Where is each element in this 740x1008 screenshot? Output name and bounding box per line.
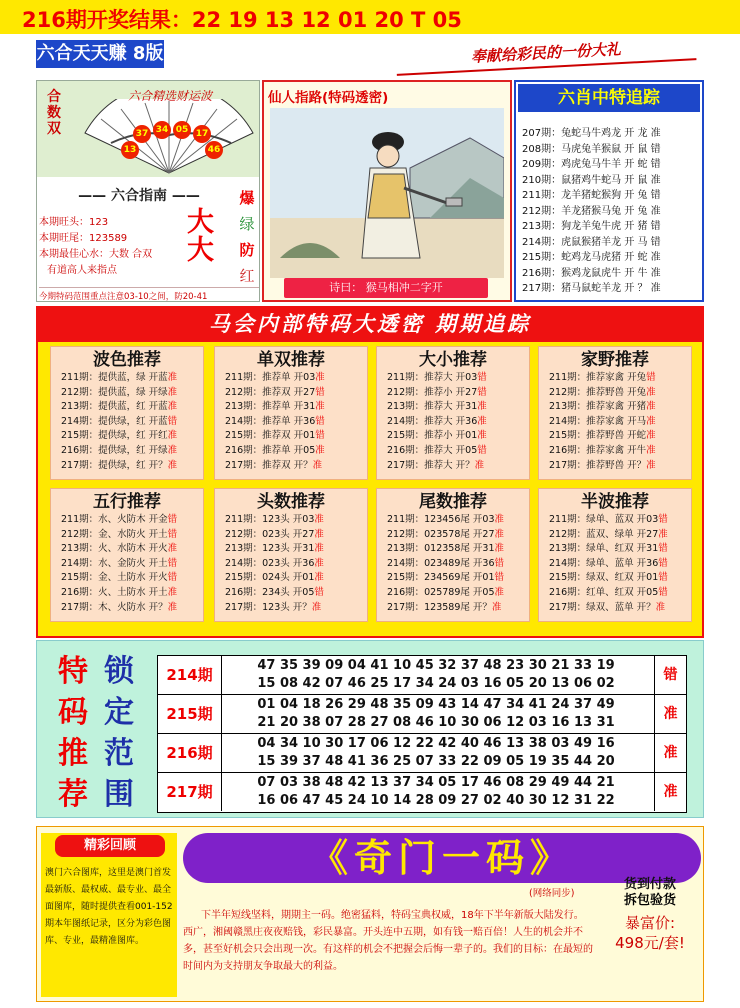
- lock-left-words: [53, 651, 93, 815]
- card-row-text: 213期：推荐大 开31: [387, 401, 478, 413]
- tip-best: 本期最佳心水：大数 合双: [39, 249, 153, 260]
- list-item: 213期：狗龙羊兔牛虎 开 猪 错: [522, 221, 661, 232]
- card-row-text: 217期：木、火防水 开？: [61, 601, 168, 613]
- card-row-text: 213期：提供蓝，红 开蓝: [61, 401, 168, 413]
- period-cell: 215期: [158, 695, 222, 733]
- lucky-ball: 34: [153, 121, 171, 139]
- card-row-verdict: 准: [315, 372, 325, 383]
- lock-word: 范: [104, 736, 134, 771]
- recommend-card: [538, 346, 692, 480]
- card-title: 五行推荐: [93, 492, 161, 512]
- card-row-text: 217期：绿双、蓝单 开？: [549, 601, 656, 613]
- card-row: [215, 371, 367, 386]
- card-row-text: 211期：推荐家禽 开兔: [549, 372, 647, 383]
- card-row-text: 216期：推荐单 开05: [225, 444, 316, 456]
- card-row-verdict: 准: [314, 528, 324, 540]
- card-row: [539, 528, 691, 543]
- card-row-verdict: 错: [477, 444, 487, 456]
- card-row-verdict: 准: [167, 543, 178, 555]
- fan-icon: [81, 99, 257, 175]
- card-row-verdict: 错: [315, 415, 325, 427]
- table-row: [158, 695, 686, 734]
- top-panels: [36, 74, 704, 302]
- card-row-verdict: 错: [167, 415, 178, 427]
- card-row: [51, 429, 203, 444]
- big-hint: [187, 209, 215, 265]
- card-row-verdict: 错: [315, 430, 325, 442]
- numbers-cell: [224, 696, 648, 732]
- card-title: 半波推荐: [581, 492, 649, 512]
- card-row-verdict: 准: [167, 372, 178, 383]
- immortal-title: 仙人指路(特码透密): [268, 90, 389, 106]
- card-row-text: 217期：推荐双 开？: [225, 459, 313, 471]
- card-row-verdict: 准: [314, 557, 324, 569]
- secret-banner: 马会内部特码大透密 期期追踪: [36, 306, 704, 342]
- card-row-verdict: 准: [646, 386, 656, 398]
- card-row-verdict: 错: [658, 586, 668, 598]
- numbers-line: 16 06 47 45 24 10 14 28 09 27 02 40 30 12 31 22: [257, 793, 615, 808]
- card-row-text: 216期：推荐家禽 开牛: [549, 444, 647, 456]
- card-row-text: 213期：绿单、红双 开31: [549, 543, 659, 555]
- recommend-card: [214, 488, 368, 622]
- card-row: [51, 444, 203, 459]
- card-row: [51, 601, 203, 616]
- card-row: [51, 386, 203, 401]
- card-row: [377, 586, 529, 601]
- promo-text: 下半年短线坚料，期期主一码。绝密猛料，特码宝典权威，18年下半年新版大陆发行。西广，湘阈赣黑庄夜夜赔钱，彩民暴富。开头连中五期，如有钱一赔百倍！人生的机会并不多，甚至好机会只会出现一次。有这样的机会不把握会后悔一辈子的。我们的目标：在最短的时间内为支持朋友争取最大的利益。: [183, 910, 593, 972]
- review-title: 精彩回顾: [55, 835, 165, 857]
- lock-right-words: [99, 651, 139, 815]
- card-row-verdict: 准: [658, 528, 668, 540]
- card-row: [377, 459, 529, 474]
- card-row: [377, 513, 529, 528]
- card-row: [215, 415, 367, 430]
- card-row-text: 213期：火、水防木 开火: [61, 543, 168, 555]
- poem-caption: 诗曰： 猴马相冲二字开: [284, 278, 488, 298]
- card-row-verdict: 准: [477, 415, 487, 427]
- card-row: [539, 429, 691, 444]
- review-box: [41, 833, 177, 997]
- list-item: 210期：鼠猪鸡牛蛇马 开 鼠 准: [522, 174, 661, 186]
- card-row-verdict: 错: [494, 557, 505, 569]
- fan-title: 六合精选财运波: [127, 89, 212, 103]
- card-row-verdict: 准: [477, 401, 487, 413]
- card-row-text: 211期：123头 开03: [225, 514, 315, 525]
- card-row: [539, 542, 691, 557]
- card-row-verdict: 准: [312, 459, 323, 471]
- subheader: [36, 40, 704, 68]
- range-note: 今期特码范围重点注意03-10之间，防20-41: [39, 287, 259, 302]
- card-row-verdict: 错: [477, 386, 487, 398]
- card-row-text: 216期：火、土防水 开土: [61, 586, 168, 598]
- tip-head: 本期旺头：123: [39, 217, 109, 228]
- card-title: 大小推荐: [419, 350, 487, 370]
- card-row-verdict: 准: [494, 514, 505, 525]
- guide-title-text: 六合指南: [111, 188, 167, 204]
- card-row: [377, 400, 529, 415]
- card-row-text: 214期：推荐大 开36: [387, 415, 478, 427]
- side-word: 绿: [239, 215, 255, 233]
- card-row-verdict: 准: [167, 586, 178, 598]
- period-cell: 217期: [158, 773, 222, 811]
- cod-line: 拆包验货: [623, 893, 676, 908]
- card-row-verdict: 错: [314, 586, 324, 598]
- card-row-text: 216期：推荐大 开05: [387, 444, 478, 456]
- card-row: [215, 557, 367, 572]
- card-row-verdict: 准: [491, 601, 502, 613]
- immortal-illustration: [270, 108, 504, 278]
- list-item: 209期：鸡虎兔马牛羊 开 蛇 错: [522, 159, 661, 170]
- card-row-text: 212期：推荐双 开27: [225, 386, 316, 398]
- card-row-verdict: 准: [315, 444, 325, 456]
- card-row-text: 213期：123头 开31: [225, 543, 315, 555]
- numbers-line: 47 35 39 09 04 41 10 45 32 37 48 23 30 21 33 19: [257, 658, 615, 673]
- card-row-verdict: 准: [646, 444, 656, 456]
- card-row-text: 212期：蓝双、绿单 开27: [549, 528, 659, 540]
- card-row-verdict: 错: [315, 386, 325, 398]
- special-lock-section: [36, 640, 704, 818]
- lock-word: 定: [104, 695, 134, 730]
- lucky-ball: 37: [133, 125, 151, 143]
- card-row: [215, 601, 367, 616]
- list-item: 215期：蛇鸡龙马虎猪 开 蛇 准: [522, 252, 661, 263]
- card-row-verdict: 准: [167, 401, 178, 413]
- card-row: [377, 601, 529, 616]
- card-row: [51, 557, 203, 572]
- recommend-card: [50, 346, 204, 480]
- card-row-text: 212期：023578尾 开27: [387, 528, 495, 540]
- card-row: [539, 386, 691, 401]
- recommend-grid: [36, 342, 704, 638]
- result-cell: 准: [654, 695, 686, 733]
- recommend-card: [376, 346, 530, 480]
- lock-word: 锁: [104, 654, 134, 689]
- card-row-text: 217期：123头 开？: [225, 601, 312, 613]
- table-row: [158, 656, 686, 695]
- result-cell: 准: [654, 734, 686, 772]
- card-row: [377, 528, 529, 543]
- card-row-text: 215期：024头 开01: [225, 572, 315, 584]
- list-item: 208期：马虎兔羊猴鼠 开 鼠 错: [522, 143, 661, 155]
- card-row: [215, 586, 367, 601]
- card-row-text: 211期：绿单、蓝双 开03: [549, 514, 659, 525]
- card-row-text: 217期：提供绿，红 开？: [61, 459, 168, 471]
- card-row: [51, 459, 203, 474]
- card-row-verdict: 错: [646, 372, 656, 383]
- network-sync-label: (网络同步): [529, 888, 575, 899]
- card-row-verdict: 错: [167, 572, 178, 584]
- period-cell: 216期: [158, 734, 222, 772]
- period-cell: 214期: [158, 656, 222, 694]
- recommend-card: [376, 488, 530, 622]
- card-row-verdict: 错: [658, 514, 668, 525]
- card-row-text: 217期：123589尾 开？: [387, 601, 492, 613]
- card-row: [51, 371, 203, 386]
- numbers-line: 01 04 18 26 29 48 35 09 43 14 47 34 41 24 37 49: [257, 697, 615, 712]
- card-row-verdict: 准: [167, 386, 178, 398]
- recommend-card: [538, 488, 692, 622]
- card-row-text: 212期：023头 开27: [225, 528, 315, 540]
- card-row-verdict: 准: [167, 459, 178, 471]
- card-row-text: 215期：推荐小 开01: [387, 430, 478, 442]
- card-row: [377, 429, 529, 444]
- card-row-text: 214期：水、金防火 开土: [61, 557, 168, 569]
- card-row-verdict: 准: [167, 601, 178, 613]
- zodiac-track-list: [522, 126, 700, 297]
- side-word: 红: [239, 267, 255, 285]
- card-row: [215, 400, 367, 415]
- list-item: 207期：兔蛇马牛鸡龙 开 龙 准: [522, 128, 661, 139]
- card-row-verdict: 准: [494, 543, 505, 555]
- lock-word: 推: [58, 736, 88, 771]
- card-row-text: 212期：推荐小 开27: [387, 386, 478, 398]
- list-item: 212期：羊龙猪猴马兔 开 兔 准: [522, 205, 661, 217]
- draw-result-banner: 216期开奖结果：22 19 13 12 01 20 T 05: [0, 0, 740, 34]
- table-row: [158, 734, 686, 773]
- card-row: [215, 571, 367, 586]
- card-row: [215, 459, 367, 474]
- card-row: [215, 386, 367, 401]
- card-row-text: 215期：推荐双 开01: [225, 430, 316, 442]
- lock-word: 围: [104, 777, 134, 812]
- card-row-verdict: 准: [474, 459, 485, 471]
- card-row-text: 211期：123456尾 开03: [387, 514, 495, 525]
- card-title: 头数推荐: [257, 492, 325, 512]
- numbers-line: 21 20 38 07 28 27 08 46 10 30 06 12 03 16 13 31: [257, 715, 615, 730]
- qimen-title: 《奇门一码》: [183, 833, 701, 883]
- card-row-text: 214期：推荐家禽 开马: [549, 415, 647, 427]
- lucky-ball: 17: [193, 125, 211, 143]
- card-row: [539, 586, 691, 601]
- card-title: 尾数推荐: [419, 492, 487, 512]
- card-row: [377, 444, 529, 459]
- card-row: [539, 444, 691, 459]
- card-row: [539, 459, 691, 474]
- card-row-text: 211期：水、火防木 开金: [61, 514, 168, 525]
- card-title: 家野推荐: [581, 350, 649, 370]
- card-row-text: 211期：推荐单 开03: [225, 372, 316, 383]
- card-row-text: 213期：推荐家禽 开猪: [549, 401, 647, 413]
- card-row-verdict: 准: [314, 572, 324, 584]
- card-row-text: 211期：推荐大 开03: [387, 372, 478, 383]
- card-row-text: 217期：推荐野兽 开？: [549, 459, 647, 471]
- card-row: [51, 542, 203, 557]
- card-row: [539, 571, 691, 586]
- card-row-text: 216期：025789尾 开05: [387, 586, 495, 598]
- card-row: [539, 400, 691, 415]
- cod-line: 货到付款: [623, 877, 676, 892]
- card-row: [539, 513, 691, 528]
- card-row: [215, 444, 367, 459]
- card-row: [51, 400, 203, 415]
- card-row: [377, 542, 529, 557]
- card-row: [377, 371, 529, 386]
- card-row-verdict: 错: [658, 543, 668, 555]
- card-row: [51, 415, 203, 430]
- gift-slogan: 奉献给彩民的一份大礼: [396, 34, 697, 76]
- tip-tail: 本期旺尾：123589: [39, 233, 128, 244]
- numbers-line: 07 03 38 48 42 13 37 34 05 17 46 08 29 49 44 21: [257, 775, 615, 790]
- recommend-card: [214, 346, 368, 480]
- card-row-verdict: 准: [167, 444, 178, 456]
- card-row-text: 211期：提供蓝，绿 开蓝: [61, 372, 168, 383]
- card-row-verdict: 准: [655, 601, 666, 613]
- recommend-card: [50, 488, 204, 622]
- card-row: [377, 415, 529, 430]
- table-row: [158, 773, 686, 812]
- card-row-text: 216期：提供绿，红 开绿: [61, 444, 168, 456]
- card-row-text: 215期：推荐野兽 开蛇: [549, 430, 647, 442]
- zodiac-track-title: 六肖中特追踪: [518, 84, 700, 112]
- card-row: [539, 557, 691, 572]
- lock-word: 荐: [58, 777, 88, 812]
- guide-title: —— 六合指南 ——: [78, 188, 200, 204]
- card-row-verdict: 错: [167, 528, 178, 540]
- card-row: [377, 557, 529, 572]
- lock-table: [157, 655, 687, 813]
- card-row-verdict: 错: [494, 572, 505, 584]
- card-row-verdict: 准: [315, 401, 325, 413]
- card-row-verdict: 准: [311, 601, 322, 613]
- tip-expert: 有道高人来指点: [47, 265, 117, 276]
- numbers-line: 15 08 42 07 46 25 17 34 24 03 16 05 20 13 06 02: [257, 676, 615, 691]
- card-row: [51, 528, 203, 543]
- card-title: 单双推荐: [257, 350, 325, 370]
- card-row: [215, 528, 367, 543]
- card-title: 波色推荐: [93, 350, 161, 370]
- card-row-text: 214期：023489尾 开36: [387, 557, 495, 569]
- big-hint-text: 大大: [187, 207, 214, 266]
- lock-word: 特: [58, 654, 88, 689]
- card-row-text: 212期：提供蓝，绿 开绿: [61, 386, 168, 398]
- card-row-text: 214期：提供绿，红 开蓝: [61, 415, 168, 427]
- card-row-verdict: 错: [658, 557, 668, 569]
- lucky-ball: 13: [121, 141, 139, 159]
- card-row: [51, 571, 203, 586]
- card-row: [539, 415, 691, 430]
- card-row-text: 215期：绿双、红双 开01: [549, 572, 659, 584]
- side-word: 爆: [239, 189, 255, 207]
- card-row: [51, 586, 203, 601]
- zodiac-track-panel: [514, 80, 704, 302]
- card-row-verdict: 准: [646, 401, 656, 413]
- card-row-text: 216期：234头 开05: [225, 586, 315, 598]
- card-row-verdict: 错: [167, 557, 178, 569]
- lucky-ball: 05: [173, 121, 191, 139]
- cod-box: [599, 877, 701, 987]
- card-row-verdict: 准: [646, 430, 656, 442]
- card-row-verdict: 准: [477, 430, 487, 442]
- card-row-text: 217期：推荐大 开？: [387, 459, 475, 471]
- list-item: 214期：虎鼠猴猪羊龙 开 马 错: [522, 236, 661, 248]
- lucky-ball: 46: [205, 141, 223, 159]
- card-row-text: 215期：提供绿，红 开红: [61, 430, 168, 442]
- edition-badge: 六合天天赚 8版: [36, 40, 164, 68]
- card-row-verdict: 准: [314, 543, 324, 555]
- lock-word: 码: [58, 695, 88, 730]
- card-row-text: 212期：推荐野兽 开兔: [549, 386, 647, 398]
- card-row-text: 213期：012358尾 开31: [387, 543, 495, 555]
- card-row: [215, 513, 367, 528]
- price-value: 498元/套!: [615, 934, 685, 952]
- card-row-verdict: 错: [167, 514, 178, 525]
- numbers-line: 04 34 10 30 17 06 12 22 42 40 46 13 38 03 49 16: [257, 736, 615, 751]
- guide-panel: [36, 80, 260, 302]
- card-row: [539, 371, 691, 386]
- numbers-cell: [224, 735, 648, 771]
- card-row-text: 212期：金、水防火 开土: [61, 528, 168, 540]
- fan-area: [37, 81, 259, 177]
- card-row: [215, 542, 367, 557]
- card-row-text: 214期：绿单、蓝单 开36: [549, 557, 659, 569]
- list-item: 216期：猴鸡龙鼠虎牛 开 牛 准: [522, 267, 661, 279]
- numbers-line: 15 39 37 48 41 36 25 07 33 22 09 05 19 35 44 20: [257, 754, 615, 769]
- card-row-text: 216期：红单、红双 开05: [549, 586, 659, 598]
- card-row-text: 214期：推荐单 开36: [225, 415, 316, 427]
- card-row: [215, 429, 367, 444]
- card-row-verdict: 准: [314, 514, 324, 525]
- card-row-text: 214期：023头 开36: [225, 557, 315, 569]
- card-row-verdict: 错: [477, 372, 487, 383]
- list-item: 211期：龙羊猪蛇猴狗 开 兔 错: [522, 190, 661, 201]
- card-row-verdict: 准: [646, 415, 656, 427]
- card-row-verdict: 错: [658, 572, 668, 584]
- card-row: [51, 513, 203, 528]
- card-row-verdict: 准: [494, 528, 505, 540]
- review-text: 澳门六合图库，这里是澳门首发最新版、最权威、最专业、最全面图库，随时提供查看001-152期本年图纸记录，区分为彩色图库、专业，最精准图库。: [45, 868, 173, 946]
- card-row-text: 215期：234569尾 开01: [387, 572, 495, 584]
- card-row-text: 213期：推荐单 开31: [225, 401, 316, 413]
- result-cell: 错: [654, 656, 686, 694]
- side-word: 防: [239, 241, 255, 259]
- result-cell: 准: [654, 773, 686, 811]
- card-row: [539, 601, 691, 616]
- card-row-verdict: 准: [646, 459, 656, 471]
- numbers-cell: [224, 657, 648, 693]
- side-label: 合数双: [47, 89, 61, 137]
- card-row: [377, 386, 529, 401]
- card-row-text: 215期：金、土防水 开火: [61, 572, 168, 584]
- card-row-verdict: 准: [494, 586, 505, 598]
- promo-section: [36, 826, 704, 1002]
- immortal-panel: [262, 80, 512, 302]
- card-row: [377, 571, 529, 586]
- side-words: [235, 185, 259, 289]
- numbers-cell: [224, 774, 648, 810]
- list-item: 217期：猪马鼠蛇羊龙 开 ？ 准: [522, 283, 661, 294]
- card-row-verdict: 准: [167, 430, 178, 442]
- price-label: 暴富价:: [624, 914, 676, 932]
